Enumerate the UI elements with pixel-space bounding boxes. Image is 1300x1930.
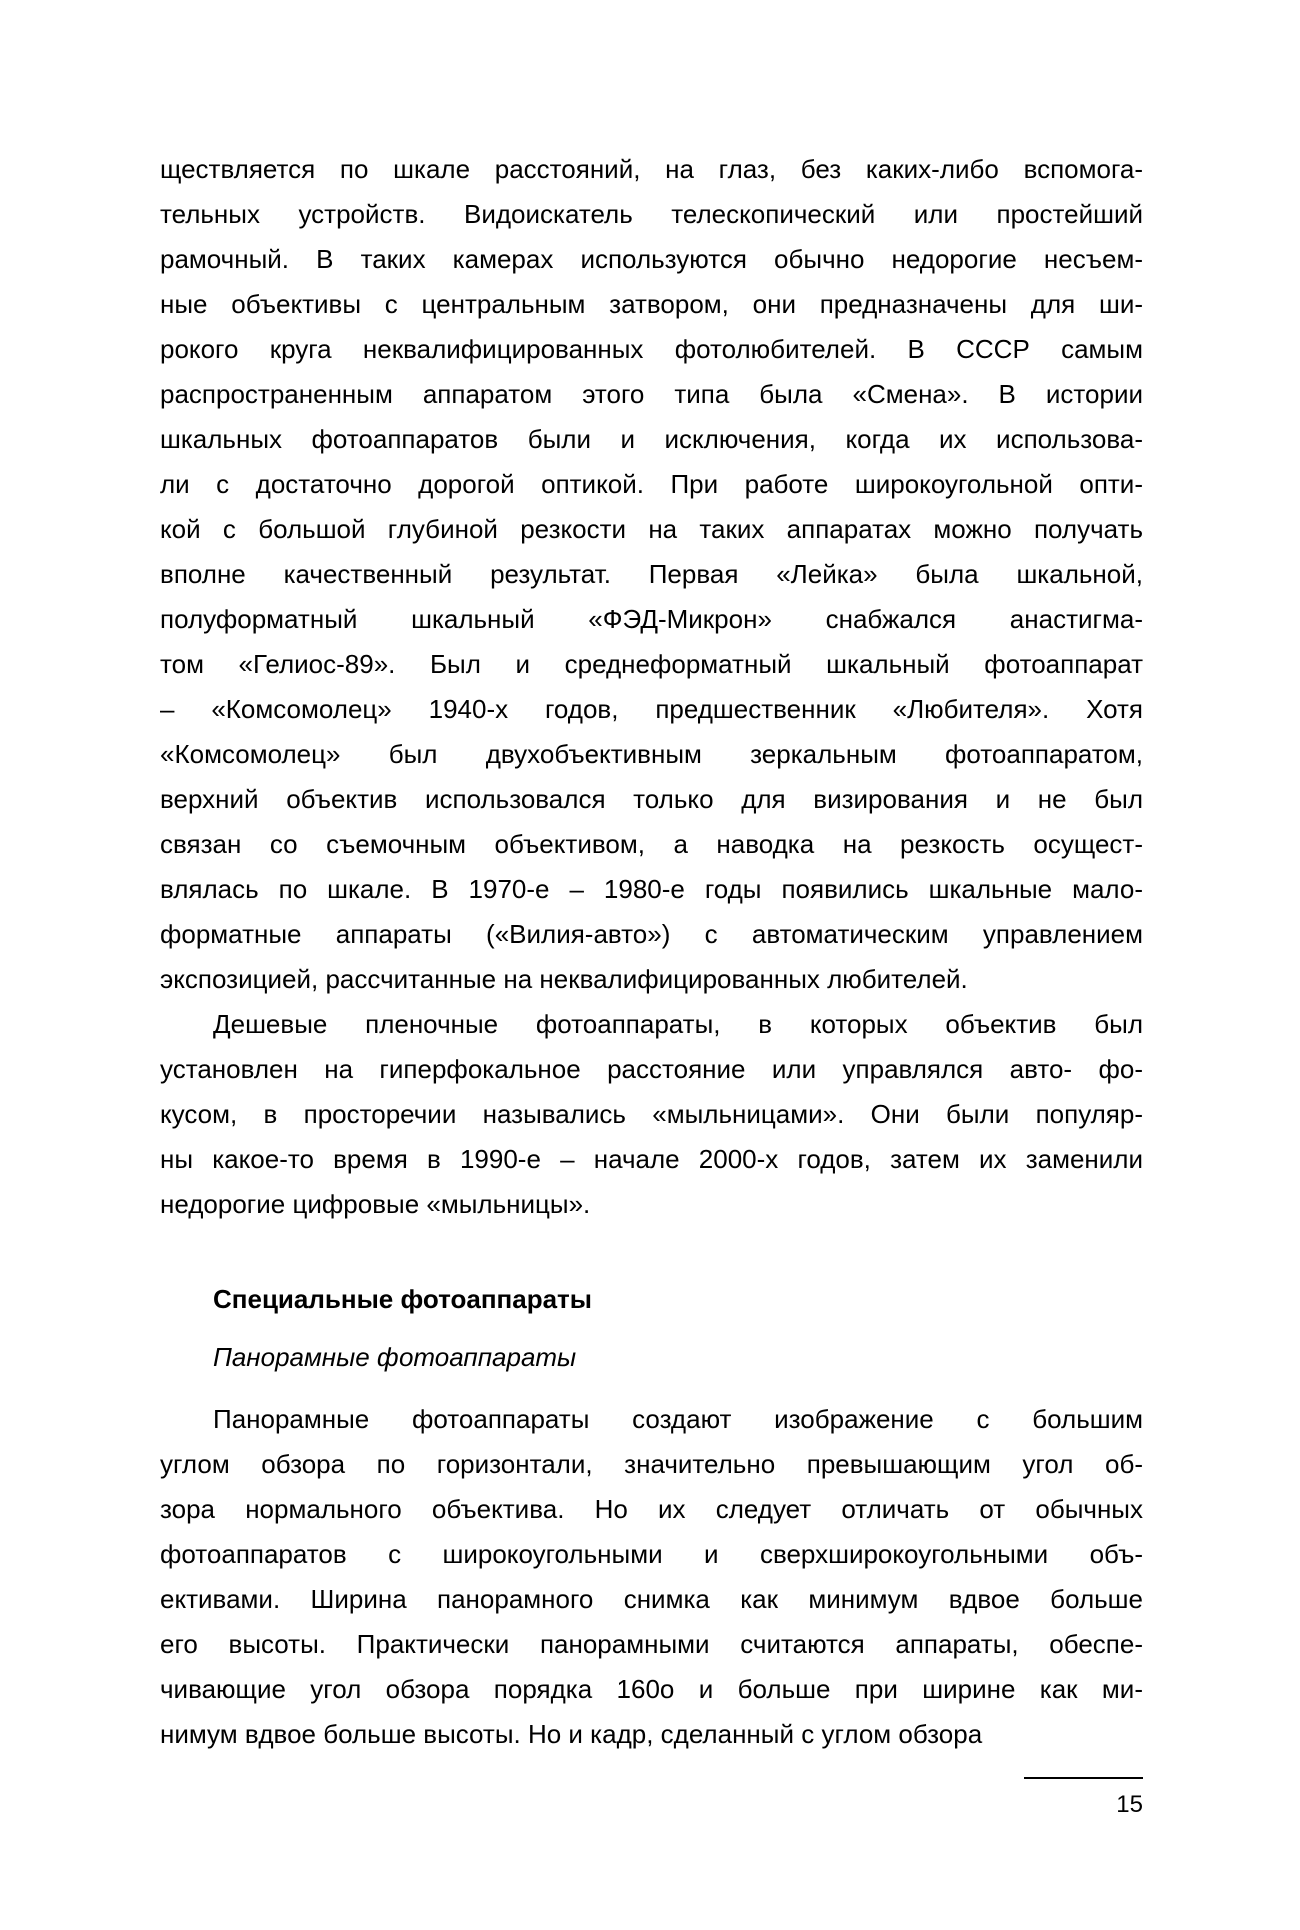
text-line: рокого круга неквалифицированных фотолюбителей. В СССР самым: [160, 334, 1143, 364]
text-line: ективами. Ширина панорамного снимка как минимум вдвое больше: [160, 1584, 1143, 1614]
footer-rule: [1024, 1777, 1143, 1779]
text-line: верхний объектив использовался только для визирования и не был: [160, 784, 1143, 814]
text-line: рамочный. В таких камерах используются обычно недорогие несъем-: [160, 244, 1143, 274]
text-line: шкальных фотоаппаратов были и исключения, когда их использова-: [160, 424, 1143, 454]
text-line: вполне качественный результат. Первая «Лейка» была шкальной,: [160, 559, 1143, 589]
section-heading: Специальные фотоаппараты: [213, 1284, 592, 1314]
text-line: связан со съемочным объективом, а наводка на резкость осущест-: [160, 829, 1143, 859]
text-line: ли с достаточно дорогой оптикой. При работе широкоугольной опти-: [160, 469, 1143, 499]
text-line: распространенным аппаратом этого типа была «Смена». В истории: [160, 379, 1143, 409]
text-line: кусом, в просторечии назывались «мыльницами». Они были популяр-: [160, 1099, 1143, 1129]
text-line: влялась по шкале. В 1970-е – 1980-е годы появились шкальные мало-: [160, 874, 1143, 904]
text-line: экспозицией, рассчитанные на неквалифицированных любителей.: [160, 964, 968, 994]
paragraph: [160, 1397, 1143, 1757]
text-line: его высоты. Практически панорамными считаются аппараты, обеспе-: [160, 1629, 1143, 1659]
text-line: том «Гелиос-89». Был и среднеформатный шкальный фотоаппарат: [160, 649, 1143, 679]
text-line: чивающие угол обзора порядка 160о и больше при ширине как ми-: [160, 1674, 1143, 1704]
paragraph-after-heading: [160, 1397, 1143, 1757]
text-line: установлен на гиперфокальное расстояние или управлялся авто- фо-: [160, 1054, 1143, 1084]
text-line: углом обзора по горизонтали, значительно превышающим угол об-: [160, 1449, 1143, 1479]
subsection-heading: Панорамные фотоаппараты: [213, 1342, 577, 1372]
text-line: ные объективы с центральным затвором, они предназначены для ши-: [160, 289, 1143, 319]
text-line: недорогие цифровые «мыльницы».: [160, 1189, 591, 1219]
text-line: ществляется по шкале расстояний, на глаз, без каких-либо вспомога-: [160, 154, 1143, 184]
text-line: зора нормального объектива. Но их следует отличать от обычных: [160, 1494, 1143, 1524]
page-number: 15: [1116, 1791, 1143, 1818]
text-line: Панорамные фотоаппараты создают изображение с большим: [213, 1404, 1143, 1434]
text-line: тельных устройств. Видоискатель телескопический или простейший: [160, 199, 1143, 229]
text-line: кой с большой глубиной резкости на таких аппаратах можно получать: [160, 514, 1143, 544]
paragraph: [160, 147, 1143, 1002]
text-line: фотоаппаратов с широкоугольными и сверхширокоугольными объ-: [160, 1539, 1143, 1569]
text-line: нимум вдвое больше высоты. Но и кадр, сделанный с углом обзора: [160, 1719, 983, 1749]
text-line: ны какое-то время в 1990-е – начале 2000-х годов, затем их заменили: [160, 1144, 1143, 1174]
text-line: – «Комсомолец» 1940-х годов, предшественник «Любителя». Хотя: [160, 694, 1143, 724]
text-block: [160, 147, 1143, 1757]
paragraphs-before-heading: [160, 147, 1143, 1227]
paragraph: [160, 1002, 1143, 1227]
text-line: «Комсомолец» был двухобъективным зеркальным фотоаппаратом,: [160, 739, 1143, 769]
text-line: Дешевые пленочные фотоаппараты, в которых объектив был: [213, 1009, 1143, 1039]
text-line: полуформатный шкальный «ФЭД-Микрон» снабжался анастигма-: [160, 604, 1143, 634]
text-line: форматные аппараты («Вилия-авто») с автоматическим управлением: [160, 919, 1143, 949]
